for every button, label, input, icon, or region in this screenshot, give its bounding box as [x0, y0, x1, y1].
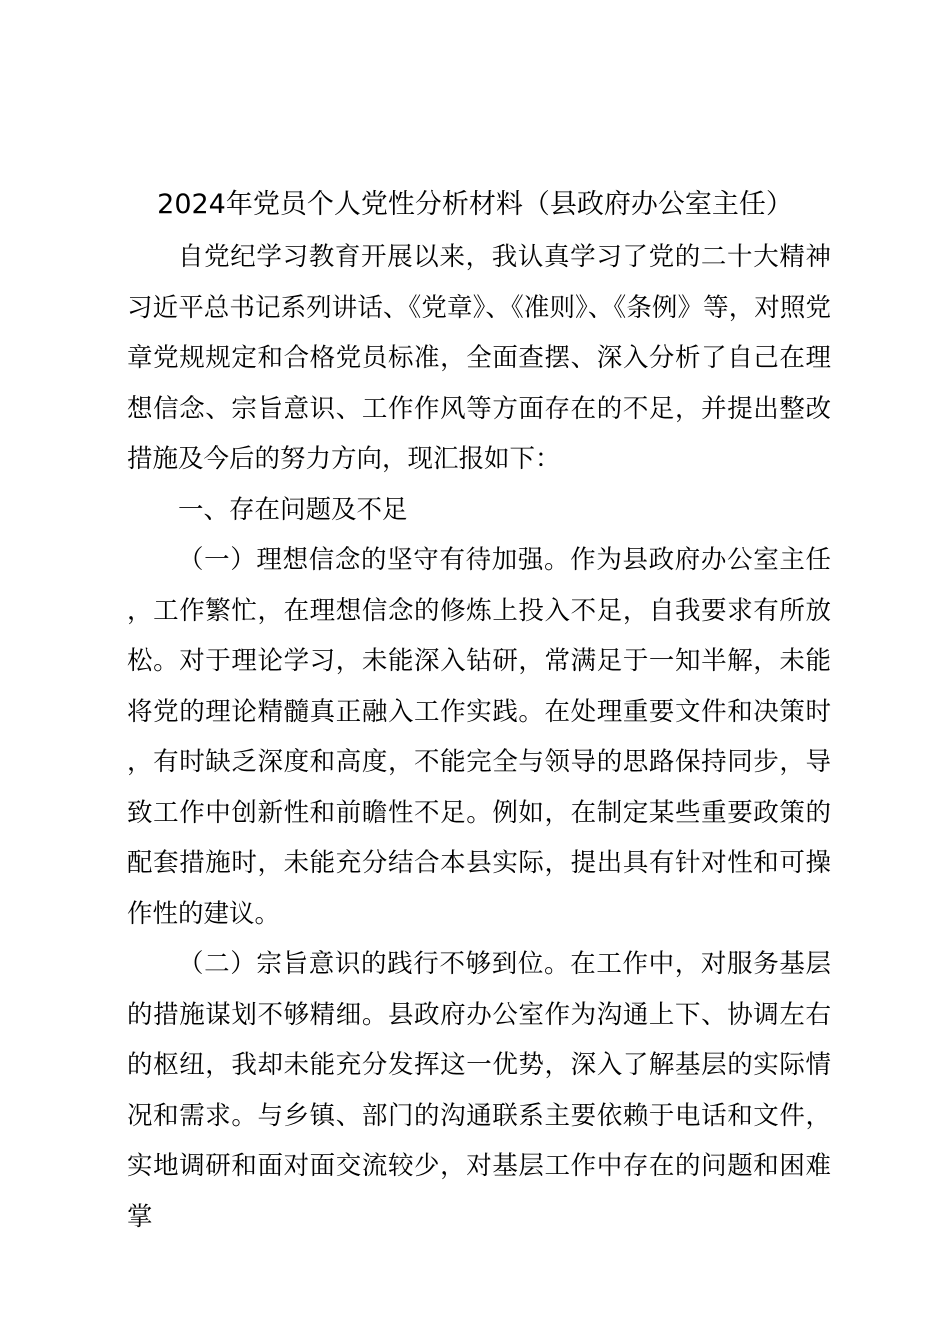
intro-paragraph: 自党纪学习教育开展以来，我认真学习了党的二十大精神习近平总书记系列讲话、《党章》、《准则》、《条例》等，对照党章党规规定和合格党员标准，全面查摆、深入分析了自己在理想信念、宗旨意识、工作作风等方面存在的不足，并提出整改措施及今后的努力方向，现汇报如下：: [127, 242, 831, 474]
document-title: 2024年党员个人党性分析材料（县政府办公室主任）: [157, 189, 793, 220]
section-heading: 一、存在问题及不足: [178, 494, 408, 525]
body-paragraph: （一）理想信念的坚守有待加强。作为县政府办公室主任，工作繁忙，在理想信念的修炼上投入不足，自我要求有所放松。对于理论学习，未能深入钻研，常满足于一知半解，未能将党的理论精髓真正融入工作实践。在处理重要文件和决策时，有时缺乏深度和高度，不能完全与领导的思路保持同步，导致工作中创新性和前瞻性不足。例如，在制定某些重要政策的配套措施时，未能充分结合本县实际，提出具有针对性和可操作性的建议。: [127, 545, 831, 929]
body-paragraph: （二）宗旨意识的践行不够到位。在工作中，对服务基层的措施谋划不够精细。县政府办公室作为沟通上下、协调左右的枢纽，我却未能充分发挥这一优势，深入了解基层的实际情况和需求。与乡镇、部门的沟通联系主要依赖于电话和文件，实地调研和面对面交流较少，对基层工作中存在的问题和困难掌: [127, 949, 831, 1232]
document-body: [127, 232, 831, 1242]
